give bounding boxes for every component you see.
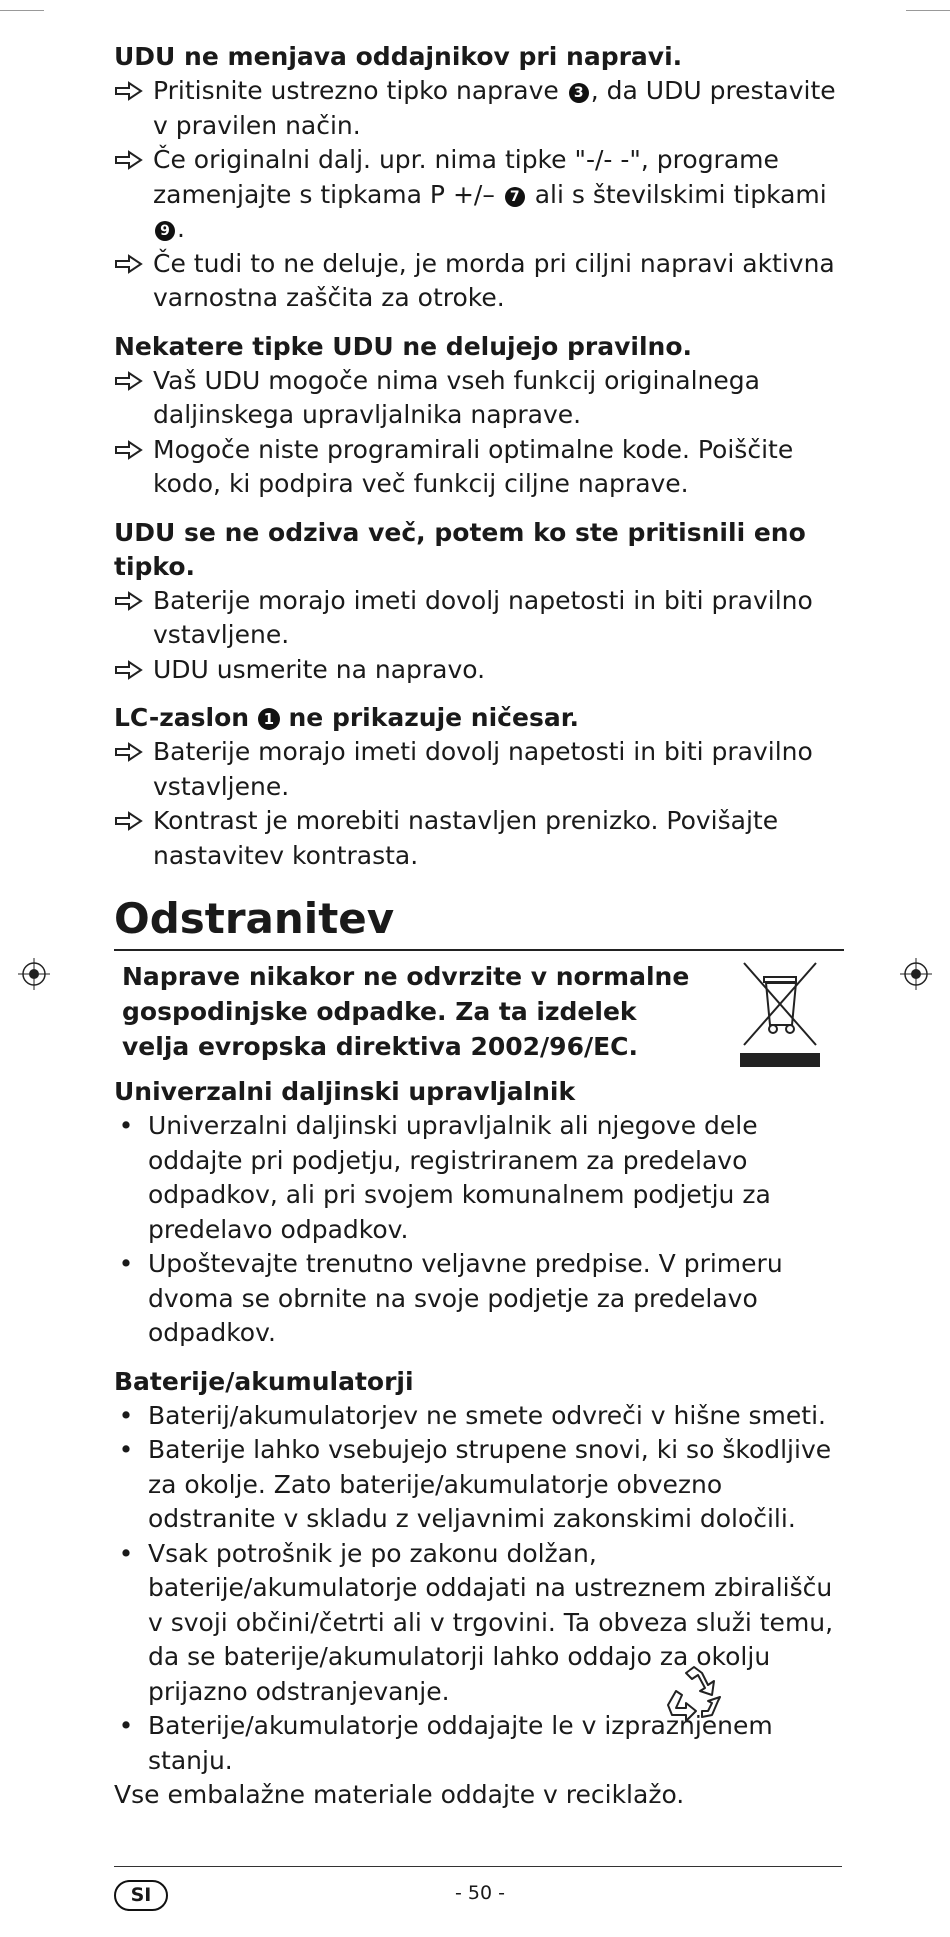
- crossed-out-wheelie-bin-icon: [740, 959, 822, 1069]
- key-number-badge: 1: [258, 708, 280, 730]
- language-badge: SI: [114, 1880, 168, 1911]
- battery-disposal-heading: Baterije/akumulatorji: [114, 1366, 414, 1396]
- list-item: • Baterije/akumulatorje oddajajte le v izpraznjenem stanju.: [114, 1709, 844, 1778]
- list-item: Kontrast je morebiti nastavljen prenizko. Povišajte nastavitev kontrasta.: [114, 804, 844, 873]
- list-item: Mogoče niste programirali optimalne kode. Poiščite kodo, ki podpira več funkcij ciljne naprave.: [114, 433, 844, 502]
- troubleshoot-heading: LC-zaslon 1 ne prikazuje ničesar.: [114, 703, 579, 732]
- bullet-icon: •: [118, 1111, 134, 1140]
- list-item: Če originalni dalj. upr. nima tipke "-/- -", programe zamenjajte s tipkama P +/– 7 ali s številskimi tipkami 9 .: [114, 143, 844, 247]
- troubleshoot-list: [114, 735, 844, 873]
- list-item: Pritisnite ustrezno tipko naprave 3 , da UDU prestavite v pravilen način.: [114, 74, 844, 143]
- key-number-badge: 7: [505, 187, 525, 207]
- bullet-icon: •: [118, 1711, 134, 1740]
- arrow-right-icon: [114, 659, 144, 681]
- list-item: Baterije morajo imeti dovolj napetosti in biti pravilno vstavljene.: [114, 735, 844, 804]
- list-item: Baterije morajo imeti dovolj napetosti in biti pravilno vstavljene.: [114, 584, 844, 653]
- list-item: • Univerzalni daljinski upravljalnik ali njegove dele oddajte pri podjetju, registriranem za predelavo odpadkov, ali pri svojem komunalnem podjetju za predelavo odpadkov.: [114, 1109, 844, 1247]
- arrow-right-icon: [114, 370, 144, 392]
- arrow-right-icon: [114, 80, 144, 102]
- troubleshoot-list: [114, 364, 844, 502]
- list-item: • Upoštevajte trenutno veljavne predpise. V primeru dvoma se obrnite na svoje podjetje za predelavo odpadkov.: [114, 1247, 844, 1351]
- packaging-recycling-text: Vse embalažne materiale oddajte v reciklažo.: [114, 1780, 685, 1809]
- key-number-badge: 3: [569, 83, 589, 103]
- crop-mark-top-left: [0, 10, 44, 11]
- list-item: Če tudi to ne deluje, je morda pri ciljni napravi aktivna varnostna zaščita za otroke.: [114, 247, 844, 316]
- list-item: UDU usmerite na napravo.: [114, 653, 844, 688]
- page-content: [114, 40, 844, 1813]
- key-number-badge: 9: [155, 221, 175, 241]
- troubleshoot-list: [114, 584, 844, 688]
- arrow-right-icon: [114, 590, 144, 612]
- bullet-icon: •: [118, 1249, 134, 1278]
- arrow-right-icon: [114, 253, 144, 275]
- disposal-warning-box: [114, 951, 844, 1067]
- arrow-right-icon: [114, 741, 144, 763]
- list-item: • Baterij/akumulatorjev ne smete odvreči v hišne smeti.: [114, 1399, 844, 1434]
- troubleshoot-heading: UDU ne menjava oddajnikov pri napravi.: [114, 42, 683, 71]
- arrow-right-icon: [114, 149, 144, 171]
- registration-mark-left-icon: [18, 958, 50, 990]
- page-number: - 50 -: [455, 1882, 505, 1904]
- disposal-warning-text: Naprave nikakor ne odvrzite v normalne gospodinjske odpadke. Za ta izdelek velja evropska direktiva 2002/96/EC.: [122, 962, 690, 1061]
- remote-disposal-heading: Univerzalni daljinski upravljalnik: [114, 1077, 576, 1106]
- list-item: • Baterije lahko vsebujejo strupene snovi, ki so škodljive za okolje. Zato baterije/akumulatorje obvezno odstranite v skladu z veljavnimi zakonskimi določili.: [114, 1433, 844, 1537]
- recycle-icon: [662, 1665, 726, 1727]
- crop-mark-top-right: [906, 10, 950, 11]
- registration-mark-right-icon: [900, 958, 932, 990]
- list-item: • Vsak potrošnik je po zakonu dolžan, baterije/akumulatorje oddajati na ustreznem zbirališču v svoji občini/četrti ali v trgovini. Ta obveza služi temu, da se baterije/akumulatorji lahko oddajo za okolju prijazno odstranjevanje.: [114, 1537, 844, 1710]
- arrow-right-icon: [114, 439, 144, 461]
- footer-rule: [114, 1866, 842, 1867]
- bullet-icon: •: [118, 1400, 134, 1430]
- bullet-icon: •: [118, 1538, 134, 1568]
- troubleshoot-heading: Nekatere tipke UDU ne delujejo pravilno.: [114, 331, 693, 361]
- troubleshoot-list: [114, 74, 844, 316]
- remote-disposal-list: [114, 1109, 844, 1351]
- battery-disposal-list: [114, 1399, 844, 1779]
- troubleshoot-heading: UDU se ne odziva več, potem ko ste pritisnili eno tipko.: [114, 517, 806, 581]
- list-item: Vaš UDU mogoče nima vseh funkcij originalnega daljinskega upravljalnika naprave.: [114, 364, 844, 433]
- bullet-icon: •: [118, 1435, 134, 1464]
- disposal-title: Odstranitev: [114, 893, 844, 951]
- arrow-right-icon: [114, 810, 144, 832]
